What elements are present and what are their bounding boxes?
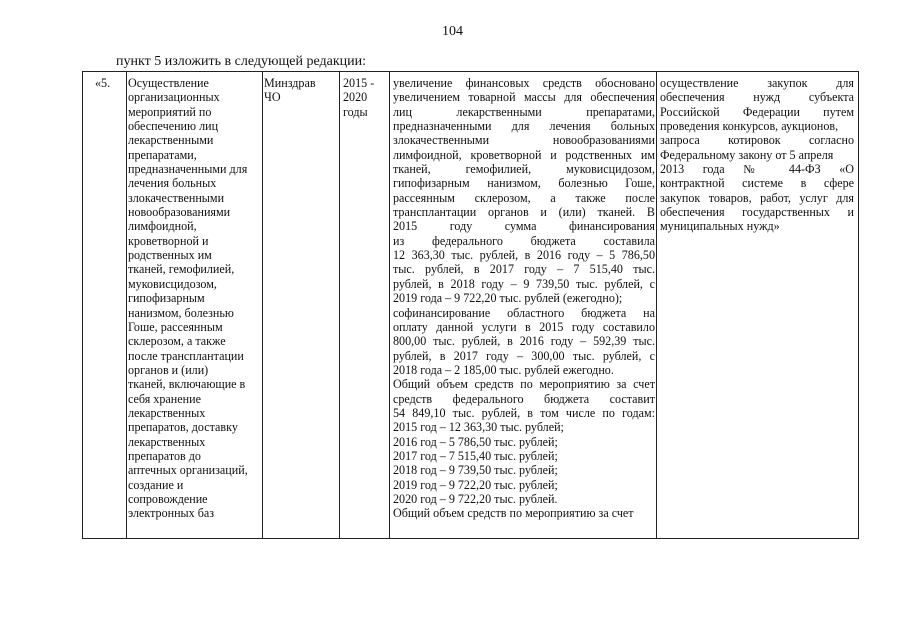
- cell-line: склерозом, а также: [128, 334, 226, 349]
- cell-line: запроса котировок согласно: [660, 133, 854, 148]
- column-divider: [656, 72, 657, 538]
- cell-line: 12 363,30 тыс. рублей, в 2016 году – 5 786,50: [393, 248, 655, 263]
- cell-line: средств федерального бюджета составит: [393, 391, 655, 406]
- cell-line: рублей, в 2017 году – 300,00 тыс. рублей, с: [393, 348, 655, 363]
- cell-line: организационных: [128, 90, 220, 105]
- cell-line: новообразованиями: [128, 205, 231, 220]
- cell-line: 2015 -: [343, 76, 375, 90]
- cell-line: годы: [343, 104, 368, 119]
- cell-line: себя хранение: [128, 391, 201, 406]
- cell-line: лимфоидной, кроветворной и родственных им: [393, 147, 655, 162]
- cell-line: трансплантации органов и (или) тканей. В: [393, 205, 655, 220]
- cell-line: тканей, гемофилией, муковисцидозом,: [393, 162, 655, 177]
- justification-cell: [393, 76, 655, 521]
- cell-line: муковисцидозом,: [128, 276, 217, 291]
- cell-line: контрактной системе в сфере: [660, 176, 854, 191]
- column-divider: [262, 72, 263, 538]
- cell-line: создание и: [128, 477, 184, 492]
- cell-line: рассеянным склерозом, а также после: [393, 190, 655, 205]
- cell-line: софинансирование областного бюджета на: [393, 305, 655, 320]
- cell-line: закупок товаров, работ, услуг для: [660, 190, 854, 205]
- cell-line: Общий объем средств по мероприятию за счет: [393, 377, 655, 392]
- cell-line: нанизмом, болезнью: [128, 305, 234, 320]
- cell-line: предназначенными для: [128, 162, 248, 177]
- cell-line: 2013 года № 44-ФЗ «О: [660, 162, 854, 177]
- cell-line: после трансплантации: [128, 348, 244, 363]
- cell-line: лекарственных: [128, 405, 206, 420]
- cell-line: лимфоидной,: [128, 219, 197, 234]
- cell-line: аптечных организаций,: [128, 463, 248, 478]
- cell-line: лечения больных: [128, 176, 217, 191]
- cell-line: 54 849,10 тыс. рублей, в том числе по годам:: [393, 405, 655, 420]
- cell-line: муниципальных нужд»: [660, 219, 780, 234]
- cell-line: препаратами,: [128, 147, 197, 162]
- cell-line: Федеральному закону от 5 апреля: [660, 147, 834, 162]
- cell-line: тыс. рублей, в 2017 году – 7 515,40 тыс.: [393, 262, 655, 277]
- cell-line: родственных им: [128, 248, 212, 263]
- cell-line: 2018 год – 9 739,50 тыс. рублей;: [393, 463, 558, 478]
- measure-name-cell: [128, 76, 262, 521]
- executor-cell: [264, 76, 336, 105]
- cell-line: Общий объем средств по мероприятию за счет: [393, 506, 634, 521]
- cell-line: увеличение финансовых средств обосновано: [393, 76, 655, 90]
- cell-line: обеспечения государственных и: [660, 205, 854, 220]
- cell-line: 2015 году сумма финансирования: [393, 219, 655, 234]
- column-divider: [339, 72, 340, 538]
- cell-line: 2015 год – 12 363,30 тыс. рублей;: [393, 420, 564, 435]
- cell-line: 2019 года – 9 722,20 тыс. рублей (ежегодно);: [393, 291, 623, 306]
- cell-line: гипофизарным нанизмом, болезнью Гоше,: [393, 176, 655, 191]
- cell-line: 2017 год – 7 515,40 тыс. рублей;: [393, 448, 558, 463]
- column-divider: [389, 72, 390, 538]
- cell-line: рублей, в 2018 году – 9 739,50 тыс. рублей, с: [393, 276, 655, 291]
- cell-line: лекарственными: [128, 133, 214, 148]
- cell-line: оплату данной услуги в 2015 году составило: [393, 319, 655, 334]
- cell-line: обеспечения нужд субъекта: [660, 90, 854, 105]
- cell-line: ЧО: [264, 90, 281, 105]
- cell-line: препаратов, доставку: [128, 420, 238, 435]
- cell-line: препаратов до: [128, 448, 201, 463]
- cell-line: тканей, включающие в: [128, 377, 246, 392]
- cell-line: сопровождение: [128, 491, 208, 506]
- cell-line: проведения конкурсов, аукционов,: [660, 119, 839, 134]
- cell-line: Минздрав: [264, 76, 316, 90]
- cell-line: кроветворной и: [128, 233, 209, 248]
- cell-line: Гоше, рассеянным: [128, 319, 223, 334]
- cell-line: 2019 год – 9 722,20 тыс. рублей;: [393, 477, 558, 492]
- cell-line: тканей, гемофилией,: [128, 262, 235, 277]
- cell-line: злокачественными: [128, 190, 225, 205]
- cell-line: электронных баз: [128, 506, 215, 521]
- cell-line: 2020 год – 9 722,20 тыс. рублей.: [393, 491, 558, 506]
- amendment-intro: пункт 5 изложить в следующей редакции:: [116, 54, 366, 69]
- cell-line: предназначенными для лечения больных: [393, 119, 655, 134]
- cell-line: из федерального бюджета составила: [393, 233, 655, 248]
- cell-line: 800,00 тыс. рублей, в 2016 году – 592,39 тыс.: [393, 334, 655, 349]
- cell-line: органов и (или): [128, 362, 209, 377]
- cell-line: увеличением товарной массы для обеспечения: [393, 90, 655, 105]
- cell-line: мероприятий по: [128, 104, 212, 119]
- cell-line: 2016 год – 5 786,50 тыс. рублей;: [393, 434, 558, 449]
- column-divider: [126, 72, 127, 538]
- cell-line: 2020: [343, 90, 368, 105]
- mechanism-cell: [660, 76, 854, 234]
- amendment-table: [82, 71, 859, 539]
- cell-line: злокачественными новообразованиями: [393, 133, 655, 148]
- cell-line: осуществление закупок для: [660, 76, 854, 90]
- cell-line: 2018 года – 2 185,00 тыс. рублей ежегодно.: [393, 362, 614, 377]
- cell-line: Осуществление: [128, 76, 209, 90]
- cell-line: лиц лекарственными препаратами,: [393, 104, 655, 119]
- cell-line: обеспечению лиц: [128, 119, 219, 134]
- page-number: 104: [442, 24, 463, 39]
- cell-line: Российской Федерации путем: [660, 104, 854, 119]
- cell-line: лекарственных: [128, 434, 206, 449]
- period-cell: [343, 76, 387, 119]
- cell-line: гипофизарным: [128, 291, 205, 306]
- row-number: «5.: [95, 76, 111, 90]
